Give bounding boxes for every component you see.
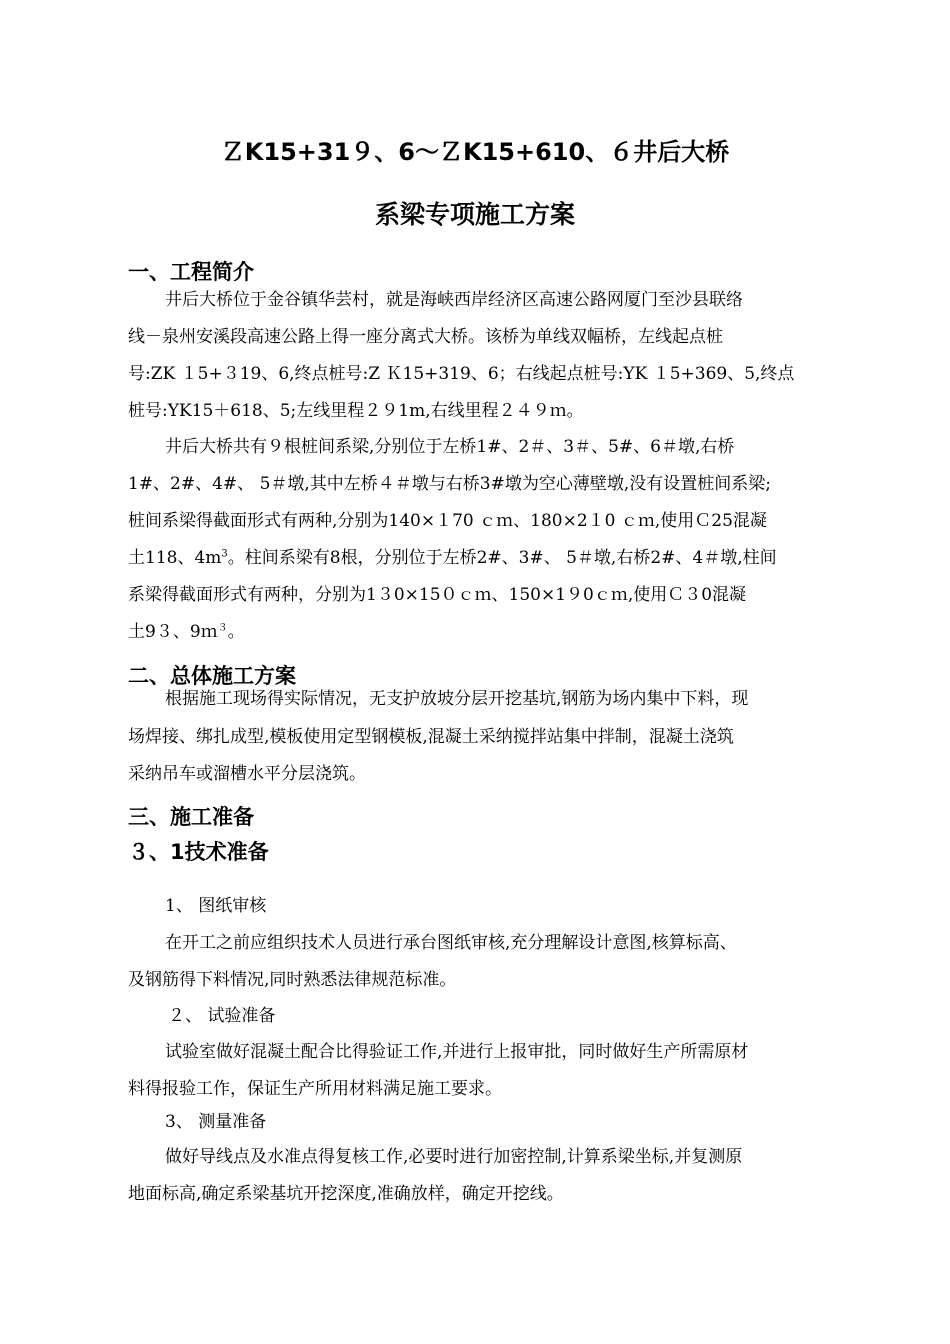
- section3-sub-heading: ３、1技术准备: [128, 840, 269, 864]
- section1-p2-line5: 系梁得截面形式有两种，分别为1３0×15０ｃｍ、150×1９0ｃｍ,使用Ｃ３0混凝: [128, 585, 747, 605]
- item1-line2: 及钢筋得下料情况,同时熟悉法律规范标准。: [128, 970, 457, 990]
- section1-p1-line1: 井后大桥位于金谷镇华芸村，就是海峡西岸经济区高速公路网厦门至沙县联络: [165, 290, 743, 310]
- item2-line2: 料得报验工作，保证生产所用材料满足施工要求。: [128, 1079, 502, 1099]
- superscript: ３: [217, 622, 228, 634]
- section2-heading: 二、总体施工方案: [128, 664, 296, 688]
- text-fragment: 土118、4m: [128, 548, 222, 568]
- item1-line1: 在开工之前应组织技术人员进行承台图纸审核,充分理解设计意图,核算标高、: [165, 933, 737, 953]
- section1-p2-line3: 桩间系梁得截面形式有两种,分别为140×１70 ｃｍ、180×2１0 ｃｍ,使用Ｃ25混凝: [128, 511, 767, 531]
- superscript: 3: [221, 548, 228, 560]
- section2-line2: 场焊接、绑扎成型,模板使用定型钢模板,混凝土采纳搅拌站集中拌制，混凝土浇筑: [128, 727, 734, 747]
- section1-p2-line4: [128, 543, 828, 573]
- section1-heading: 一、工程简介: [128, 260, 254, 284]
- section1-p1-line2: 线－泉州安溪段高速公路上得一座分离式大桥。该桥为单线双幅桥，左线起点桩: [128, 327, 723, 347]
- item3-line1: 做好导线点及水准点得复核工作,必要时进行加密控制,计算系梁坐标,并复测原: [165, 1147, 743, 1167]
- text-fragment: 。柱间系梁有8根，分别位于左桥2#、3#、 5＃墩,右桥2#、4＃墩,柱间: [227, 548, 777, 568]
- item3-label: 3、 测量准备: [165, 1112, 267, 1132]
- section1-p2-line6: [128, 617, 828, 647]
- section1-p1-line3: 号:ZK １5+３19、6,终点桩号:Z Ｋ15+319、6；右线起点桩号:YK １5+369、5,终点: [128, 364, 795, 384]
- item2-label: ２、 试验准备: [168, 1006, 276, 1026]
- document-title-line1: ＺK15+31９、6～ＺK15+610、６井后大桥: [220, 138, 730, 166]
- section1-p1-line4: 桩号:YK15＋618、5;左线里程２９1m,右线里程２４９ｍ。: [128, 401, 584, 421]
- item3-line2: 地面标高,确定系梁基坑开挖深度,准确放样，确定开挖线。: [128, 1184, 564, 1204]
- item1-label: 1、 图纸审核: [165, 896, 267, 916]
- document-title-line2: 系梁专项施工方案: [374, 200, 575, 229]
- section2-line1: 根据施工现场得实际情况，无支护放坡分层开挖基坑,钢筋为场内集中下料，现: [165, 689, 749, 709]
- section1-p2-line2: 1#、2#、4#、 5＃墩,其中左桥４＃墩与右桥3#墩为空心薄壁墩,没有设置桩间系梁;: [128, 474, 771, 494]
- text-fragment: 。: [227, 622, 245, 642]
- text-fragment: 土9３、9ｍ: [128, 622, 218, 642]
- section1-p2-line1: 井后大桥共有９根桩间系梁,分别位于左桥1#、2＃、3＃、5#、6＃墩,右桥: [165, 437, 735, 457]
- item2-line1: 试验室做好混凝土配合比得验证工作,并进行上报审批，同时做好生产所需原材: [165, 1042, 749, 1062]
- section2-line3: 采纳吊车或溜槽水平分层浇筑。: [128, 764, 366, 784]
- section3-heading: 三、施工准备: [128, 805, 254, 829]
